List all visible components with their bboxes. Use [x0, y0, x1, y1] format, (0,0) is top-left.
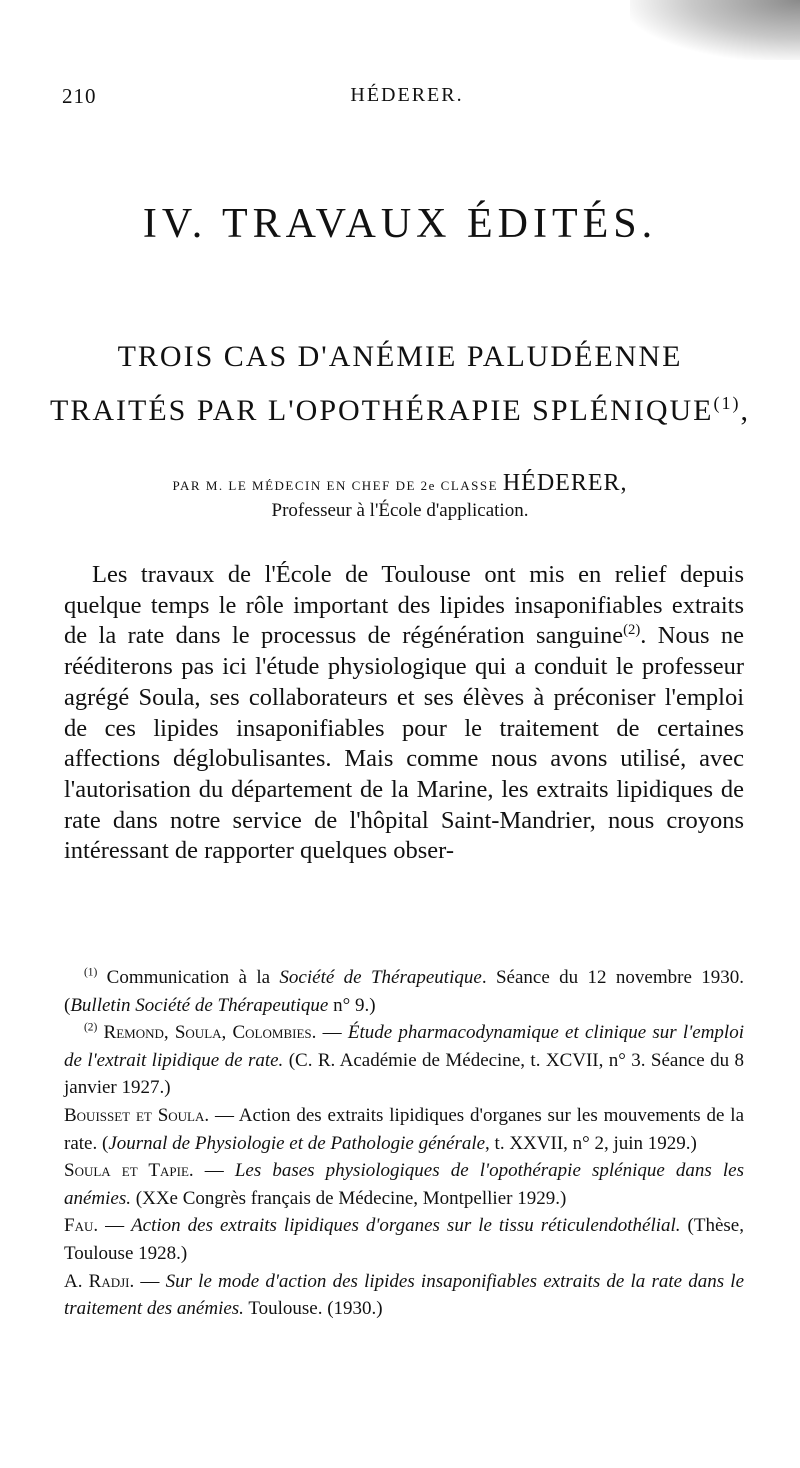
reference-4-authors: A. Radji.	[64, 1270, 135, 1292]
footnote-1-bulletin: Bulletin Société de Thérapeutique	[70, 994, 329, 1016]
reference-3-title: Action des extraits lipidiques d'organes sur le tissu réticulendothélial.	[131, 1215, 681, 1237]
title-footnote-ref: (1)	[713, 393, 741, 413]
reference-2-authors: Soula et Tapie.	[64, 1160, 194, 1182]
reference-4-title: Sur le mode d'action des lipides insaponifiables extraits de la rate dans le traitement des anémies.	[64, 1270, 745, 1320]
article-title-line2-text: TRAITÉS PAR L'OPOTHÉRAPIE SPLÉNIQUE	[50, 394, 714, 427]
reference-4-dash: —	[134, 1270, 166, 1292]
reference-2-dash: —	[193, 1160, 235, 1182]
footnote-1-text: Communication à la	[97, 967, 280, 988]
reference-1-title: — Action des extraits lipidiques d'organes sur les mouvements de la rate. (	[64, 1104, 744, 1154]
reference-1-authors: Bouisset et Soula.	[64, 1104, 210, 1126]
footnote-2-title: Étude pharmacodynamique et clinique sur l'emploi de l'extrait lipidique de rate.	[64, 1022, 744, 1071]
scan-edge-shadow	[630, 0, 800, 60]
author-affiliation: Professeur à l'École d'application.	[271, 500, 529, 521]
reference-4-source: Toulouse. (1930.)	[243, 1298, 383, 1320]
footnote-2-authors: Remond, Soula, Colombies.	[97, 1022, 317, 1044]
body-footnote-ref: (2)	[623, 622, 641, 639]
footnote-1-date: . Séance du 12 novembre 1930. (	[64, 967, 745, 1016]
footnote-2-dash: —	[316, 1022, 348, 1044]
footnote-1-journal: Société de Thérapeutique	[279, 967, 482, 988]
reference-2	[64, 1157, 744, 1212]
reference-3-authors: Fau.	[64, 1215, 99, 1237]
reference-4	[64, 1268, 744, 1323]
footnote-1	[64, 964, 744, 1019]
reference-1-journal: Journal de Physiologie et de Pathologie générale	[108, 1132, 486, 1154]
page-header	[62, 84, 752, 114]
reference-3	[64, 1212, 744, 1267]
page-number: 210	[62, 84, 97, 108]
body-paragraph	[64, 560, 744, 867]
reference-3-source: (Thèse, Toulouse 1928.)	[64, 1215, 744, 1264]
footnote-1-mark: (1)	[84, 966, 98, 979]
byline	[0, 470, 800, 497]
reference-1	[64, 1102, 744, 1157]
footnote-2	[64, 1019, 744, 1102]
footnote-2-mark: (2)	[84, 1021, 98, 1034]
footnote-2-source: (C. R. Académie de Médecine, t. XCVII, n° 3. Séance du 8 janvier 1927.)	[64, 1049, 745, 1099]
section-title: IV. TRAVAUX ÉDITÉS.	[142, 201, 658, 247]
footnotes	[64, 964, 744, 1323]
author-name: HÉDERER,	[502, 470, 628, 496]
byline-prefix: PAR M. LE MÉDECIN EN CHEF DE 2e CLASSE	[172, 478, 499, 493]
article-title-line2: TRAITÉS PAR L'OPOTHÉRAPIE SPLÉNIQUE$^{(1)}$,	[50, 393, 750, 427]
reference-3-dash: —	[98, 1215, 132, 1237]
reference-1-source: , t. XXVII, n° 2, juin 1929.)	[485, 1132, 697, 1154]
reference-2-title: Les bases physiologiques de l'opothérapie splénique dans les anémies.	[64, 1160, 744, 1209]
article-title-line1: TROIS CAS D'ANÉMIE PALUDÉENNE	[117, 340, 683, 373]
footnote-1-number: n° 9.)	[328, 994, 376, 1016]
body-text-part2: . Nous ne rééditerons pas ici l'étude physiologique qui a conduit le professeur agrégé Soula, ses collaborateurs et ses élèves à préconiser l'emploi de ces lipides insaponifiables pour le traitement de certaines affections déglobulisantes. Mais comme nous avons utilisé, avec l'autorisation du département de la Marine, les extraits lipidiques de rate dans notre service de l'hôpital Saint-Mandrier, nous croyons intéressant de rapporter quelques obser-	[64, 622, 744, 865]
reference-2-source: (XXe Congrès français de Médecine, Montpellier 1929.)	[131, 1187, 567, 1209]
running-head: HÉDERER.	[350, 84, 464, 106]
body-text-part1: Les travaux de l'École de Toulouse ont mis en relief depuis quelque temps le rôle important des lipides insaponifiables extraits de la rate dans le processus de régénération sanguine	[64, 561, 744, 650]
